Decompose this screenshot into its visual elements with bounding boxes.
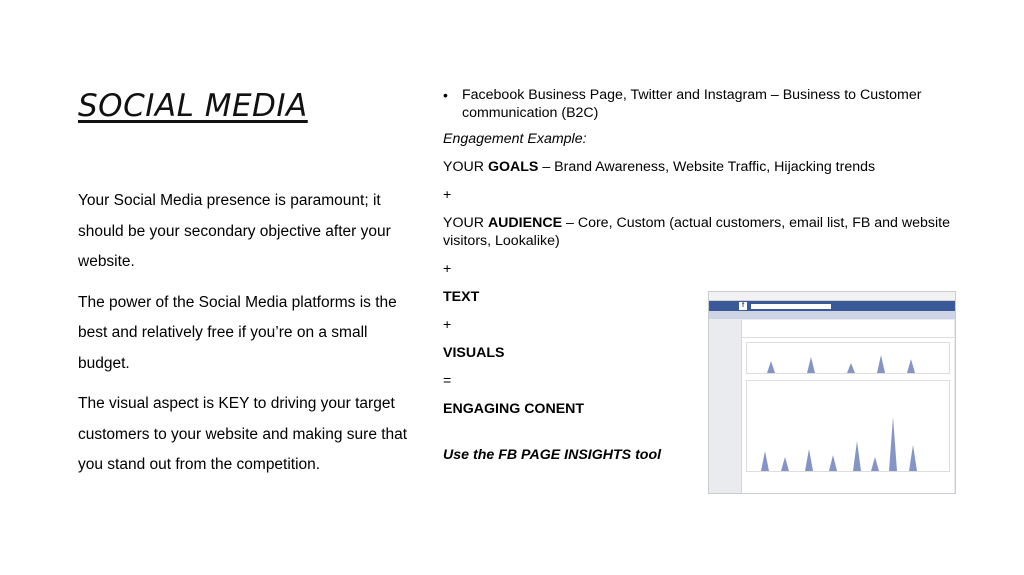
- audience-prefix: YOUR: [443, 215, 488, 231]
- audience-rest: – Core, Custom (actual customers, email list, FB and website visitors, Lookalike): [443, 215, 950, 249]
- goals-bold: GOALS: [487, 159, 539, 175]
- equals-sign: =: [443, 373, 452, 389]
- goals-rest: – Brand Awareness, Website Traffic, Hijacking trends: [538, 159, 876, 175]
- page-views-panel: [746, 380, 950, 472]
- facebook-logo-icon: f: [739, 302, 747, 310]
- fb-top-bar: [709, 301, 955, 311]
- plus-3: +: [443, 317, 452, 333]
- summary-chart: [747, 351, 927, 373]
- visuals-label: VISUALS: [443, 345, 505, 361]
- fb-search-box: [751, 304, 831, 309]
- plus-2: +: [443, 261, 452, 277]
- paragraph-power: The power of the Social Media platforms is the best and relatively free if you’re on a small budget.: [78, 293, 397, 372]
- paragraph-presence: Your Social Media presence is paramount; it should be your secondary objective after your website.: [78, 192, 391, 270]
- goals-prefix: YOUR: [443, 159, 488, 175]
- tool-note: Use the FB PAGE INSIGHTS tool: [443, 447, 662, 463]
- page-views-chart: [747, 411, 917, 471]
- slide-title: SOCIAL MEDIA: [78, 88, 308, 124]
- bullet-text: Facebook Business Page, Twitter and Instagram – Business to Customer communication (B2C): [462, 87, 922, 121]
- goals-line: [443, 158, 983, 176]
- audience-line: [443, 214, 983, 250]
- paragraph-visual: The visual aspect is KEY to driving your target customers to your website and making sure that you stand out from the competition.: [78, 395, 408, 473]
- plus-1: +: [443, 187, 452, 203]
- insights-tabs: [742, 323, 954, 338]
- engagement-label: Engagement Example:: [443, 131, 587, 147]
- left-body-text: [78, 186, 408, 491]
- fb-insights-screenshot: [708, 291, 956, 494]
- text-label: TEXT: [443, 289, 480, 305]
- bullet-icon: •: [443, 87, 448, 103]
- bullet-item: [443, 86, 983, 122]
- fb-notice-bar: [709, 311, 955, 319]
- insights-page: [741, 320, 954, 493]
- audience-bold: AUDIENCE: [487, 215, 563, 231]
- browser-address-bar: [709, 292, 955, 301]
- summary-panel: [746, 342, 950, 374]
- result-label: ENGAGING CONENT: [443, 401, 585, 417]
